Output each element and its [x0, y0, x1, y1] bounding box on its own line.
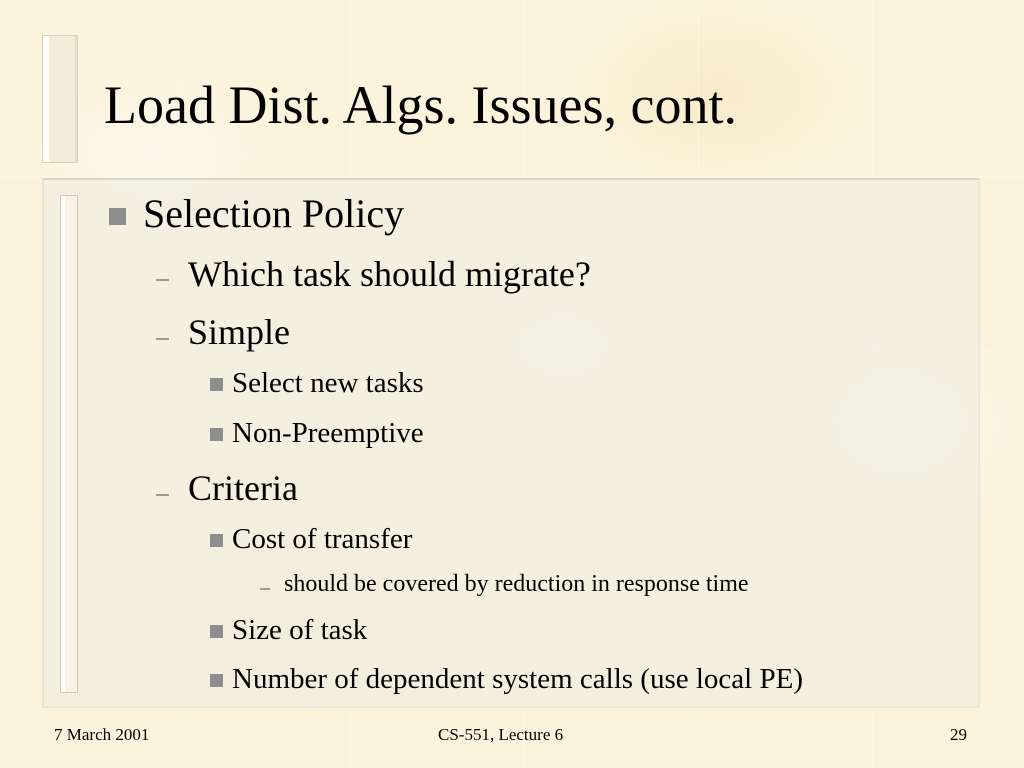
- bullet-select-new-tasks: Select new tasks: [232, 367, 424, 399]
- bullet-non-preemptive: Non-Preemptive: [232, 417, 424, 449]
- square-bullet-icon: [210, 378, 223, 391]
- bullet-covered-by-reduction: should be covered by reduction in response time: [284, 571, 749, 597]
- bullet-size-of-task: Size of task: [232, 614, 368, 646]
- square-bullet-icon: [210, 428, 223, 441]
- square-bullet-icon: [210, 674, 223, 687]
- bullet-simple: Simple: [188, 312, 291, 352]
- square-bullet-icon: [109, 208, 126, 225]
- slide-title: Load Dist. Algs. Issues, cont.: [104, 75, 737, 135]
- bullet-selection-policy: Selection Policy: [143, 191, 405, 236]
- footer-page-number: 29: [950, 725, 967, 744]
- bullet-which-task: Which task should migrate?: [188, 254, 591, 294]
- footer-course: CS-551, Lecture 6: [438, 725, 564, 744]
- footer-date: 7 March 2001: [54, 725, 150, 744]
- square-bullet-icon: [210, 534, 223, 547]
- dash-bullet-icon: [156, 494, 169, 496]
- dash-bullet-icon: [156, 338, 169, 340]
- bullet-dependent-calls: Number of dependent system calls (use local PE): [232, 663, 803, 695]
- bullet-criteria: Criteria: [188, 468, 298, 508]
- bullet-cost-of-transfer: Cost of transfer: [232, 523, 413, 555]
- square-bullet-icon: [210, 625, 223, 638]
- dash-bullet-icon: [156, 279, 169, 281]
- dash-bullet-icon: [260, 588, 270, 590]
